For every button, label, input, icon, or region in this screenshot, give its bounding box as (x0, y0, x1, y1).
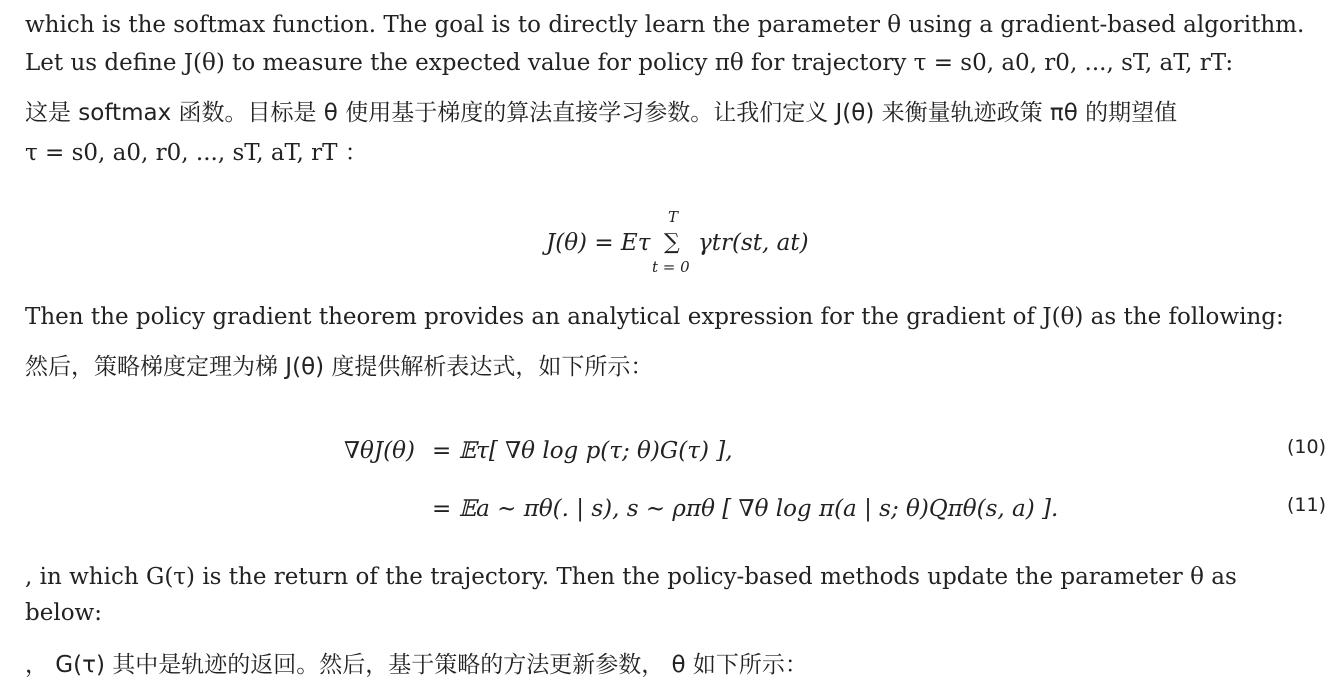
equation-1-rhs: γtr(st, at) (698, 230, 809, 256)
paragraph-1-line-2: Let us define J(θ) to measure the expected value for policy πθ for trajectory τ = s0, a0, r0, ..., sT, aT, rT: (25, 50, 1234, 76)
equation-10-rhs: = 𝔼τ[ ∇θ log p(τ; θ)G(τ) ], (432, 438, 733, 464)
equation-1-lhs: J(θ) = Eτ (546, 230, 651, 256)
equation-11-rhs: = 𝔼a ~ πθ(. | s), s ~ ρπθ [ ∇θ log π(a | s; θ)Qπθ(s, a) ]. (432, 496, 1059, 522)
paragraph-2-line-1: Then the policy gradient theorem provides an analytical expression for the gradient of J(θ) as the following: (25, 304, 1284, 330)
paragraph-3-line-2: below: (25, 600, 102, 626)
equation-10-number: (10) (1286, 436, 1326, 458)
paragraph-1-zh-line-1: 这是 softmax 函数。目标是 θ 使用基于梯度的算法直接学习参数。让我们定义 J(θ) 来衡量轨迹政策 πθ 的期望值 (25, 100, 1178, 126)
paragraph-1-line-1: which is the softmax function. The goal is to directly learn the parameter θ using a gradient-based algorithm. (25, 12, 1305, 38)
paragraph-1-zh-line-2: τ = s0, a0, r0, ..., sT, aT, rT ： (25, 140, 368, 166)
paragraph-3-line-1: , in which G(τ) is the return of the trajectory. Then the policy-based methods update the parameter θ as (25, 564, 1237, 590)
equation-1-sum-lower: t = 0 (652, 258, 690, 276)
equation-11-number: (11) (1286, 494, 1326, 516)
paragraph-3-zh-line-1: ， G(τ) 其中是轨迹的返回。然后，基于策略的方法更新参数， θ 如下所示： (25, 652, 808, 678)
paragraph-2-zh-line-1: 然后，策略梯度定理为梯 J(θ) 度提供解析表达式，如下所示： (25, 354, 654, 380)
equation-1-sum-symbol: ∑ (664, 230, 680, 255)
equation-10-lhs: ∇θJ(θ) (344, 438, 415, 464)
equation-1-sum-upper: T (668, 208, 679, 226)
